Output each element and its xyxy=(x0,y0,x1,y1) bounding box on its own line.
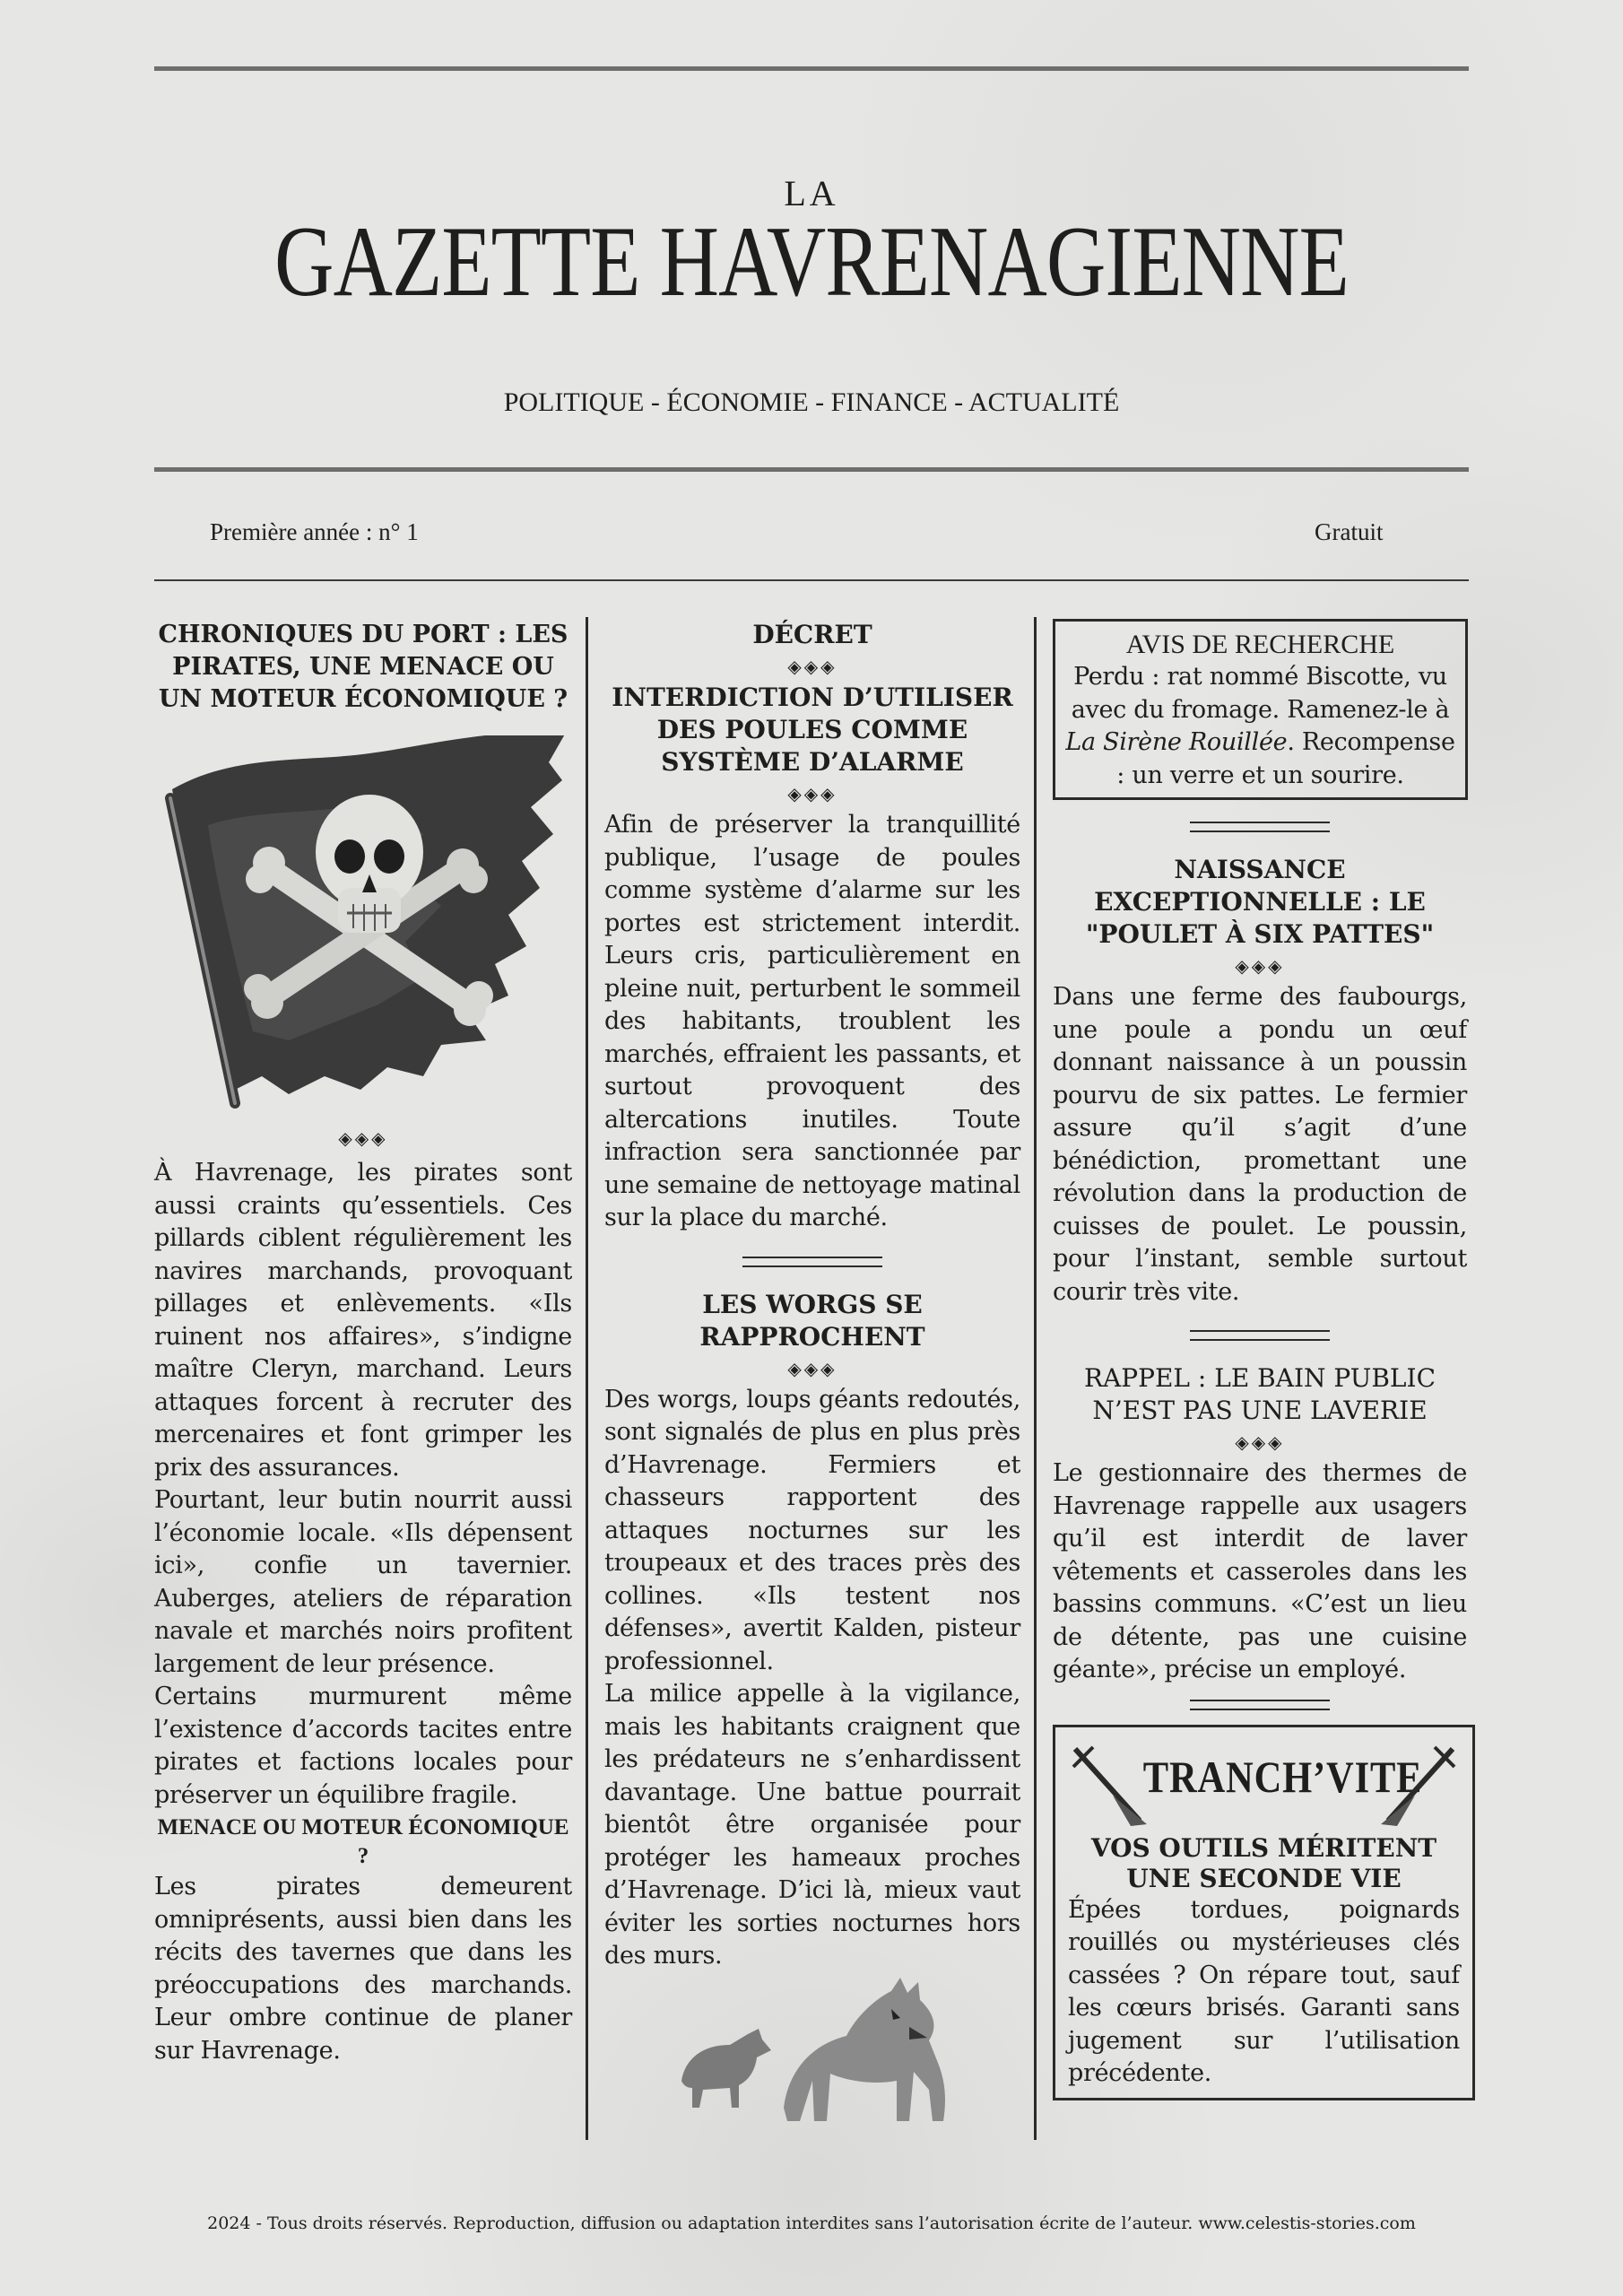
ornament: ◈◈◈ xyxy=(1235,1431,1285,1453)
bath-paragraph: Le gestionnaire des thermes de Havrenage rappelle aux usagers qu’il est interdit de laver vêtements et casseroles dans les bassins communs. «C’est un lieu de détente, pas une cuisine géante», précise un employé. xyxy=(1053,1459,1467,1683)
wanted-notice-text-2: . Recompense : un verre et un sourire. xyxy=(1116,728,1455,789)
pirates-subheadline: MENACE OU MOTEUR ÉCONOMIQUE ? xyxy=(157,1815,569,1868)
copyright-footer: 2024 - Tous droits réservés. Reproduction, diffusion ou adaptation interdites sans l’autorisation écrite de l’auteur. www.celestis-stories.com xyxy=(207,2213,1416,2233)
pirates-paragraph-3: Certains murmurent même l’existence d’accords tacites entre pirates et factions locales pour préserver un équilibre fragile. xyxy=(154,1683,572,1809)
tranchvite-ad-box xyxy=(1053,1725,1475,2100)
ad-text: Épées tordues, poignards rouillés ou mystérieuses clés cassées ? On répare tout, sauf les cœurs brisés. Garanti sans jugement sur l’utilisation précédente. xyxy=(1068,1895,1460,2087)
ornament: ◈◈◈ xyxy=(1235,955,1285,977)
ornament: ◈◈◈ xyxy=(787,1357,838,1379)
column-divider-1 xyxy=(586,617,588,2140)
top-rule xyxy=(154,66,1469,71)
section-separator xyxy=(1190,822,1330,832)
section-separator xyxy=(1190,1700,1330,1710)
ad-tagline: VOS OUTILS MÉRITENT UNE SECONDE VIE xyxy=(1090,1832,1437,1893)
worgs-headline: LES WORGS SE RAPPROCHENT xyxy=(699,1289,925,1352)
ornament: ◈◈◈ xyxy=(787,656,838,677)
worgs-paragraph-1: Des worgs, loups géants redoutés, sont signalés de plus en plus près d’Havrenage. Fermiers et chasseurs rapportent des attaques nocturnes sur les troupeaux et des traces près des collines. «Ils testent nos défenses», avertit Kalden, pisteur professionnel. xyxy=(604,1385,1020,1675)
chicken-paragraph: Dans une ferme des faubourgs, une poule a pondu un œuf donnant naissance à un poussin pourvu de six pattes. Le fermier assure qu’il s’agit d’une bénédiction, promettant une révolution dans la production de cuisses de poulet. Le poussin, pour l’instant, semble surtout courir très vite. xyxy=(1053,983,1467,1306)
worgs-paragraph-2: La milice appelle à la vigilance, mais les habitants craignent que les prédateurs ne s’enhardissent davantage. Une battue pourrait bientôt être organisée pour protéger les hameaux proches d’Havrenage. D’ici là, mieux vaut éviter les sorties nocturnes hors des murs. xyxy=(604,1680,1020,1970)
bath-headline: RAPPEL : LE BAIN PUBLIC N’EST PAS UNE LAVERIE xyxy=(1083,1363,1436,1425)
wanted-notice-text-1: Perdu : rat nommé Biscotte, vu avec du fromage. Ramenez-le à xyxy=(1071,663,1450,724)
pirates-paragraph-2: Pourtant, leur butin nourrit aussi l’économie locale. «Ils dépensent ici», confie un tavernier. Auberges, ateliers de réparation navale et marchés noirs profitent largement de leur présence. xyxy=(154,1486,572,1678)
sword-right-icon xyxy=(1374,1742,1460,1831)
masthead-subtitle: POLITIQUE - ÉCONOMIE - FINANCE - ACTUALITÉ xyxy=(503,387,1120,417)
sword-left-icon xyxy=(1068,1742,1154,1831)
issue-number: Première année : n° 1 xyxy=(210,518,419,545)
ad-brand: TRANCH’VITE xyxy=(1142,1751,1423,1802)
wanted-notice-text xyxy=(1064,661,1456,792)
decree-paragraph: Afin de préserver la tranquillité publique, l’usage de poules comme système d’alarme sur les portes est strictement interdit. Leurs cris, particulièrement en pleine nuit, perturbent le sommeil des habitants, troublent les marchés, effraient les passants, et surtout provoquent des altercations inutiles. Toute infraction sera sanctionnée par une semaine de nettoyage matinal sur la place du marché. xyxy=(604,811,1020,1231)
ad-header xyxy=(1068,1742,1460,1828)
section-separator xyxy=(742,1257,882,1267)
masthead-la: LA xyxy=(784,173,839,213)
skull-crossbones-flag-icon xyxy=(154,735,572,1121)
pirates-paragraph-4: Les pirates demeurent omniprésents, aussi bien dans les récits des tavernes que dans les préoccupations des marchands. Leur ombre continue de planer sur Havrenage. xyxy=(154,1873,572,2065)
ornament: ◈◈◈ xyxy=(338,1127,388,1149)
pirates-paragraph-1: À Havrenage, les pirates sont aussi craints qu’essentiels. Ces pillards ciblent régulièrement les navires marchands, provoquant pillages et enlèvements. «Ils ruinent nos affaires», s’indigne maître Cleryn, marchand. Leurs attaques forcent à recruter des mercenaires et font grimper les prix des assurances. xyxy=(154,1159,572,1482)
decree-headline: INTERDICTION D’UTILISER DES POULES COMME SYSTÈME D’ALARME xyxy=(612,683,1013,777)
column-3 xyxy=(1053,619,1467,2100)
worgs-illustration-icon xyxy=(604,1973,1020,2126)
wanted-notice-title: AVIS DE RECHERCHE xyxy=(1125,630,1395,659)
section-separator xyxy=(1190,1330,1330,1341)
pirates-headline: CHRONIQUES DU PORT : LES PIRATES, UNE MENACE OU UN MOTEUR ÉCONOMIQUE ? xyxy=(158,621,568,713)
masthead-bottom-rule xyxy=(154,467,1469,472)
column-divider-2 xyxy=(1034,617,1037,2140)
chicken-headline: NAISSANCE EXCEPTIONNELLE : LE "POULET À SIX PATTES" xyxy=(1085,855,1435,949)
price-label: Gratuit xyxy=(1315,518,1384,545)
wanted-notice-tavern: La Sirène Rouillée xyxy=(1065,728,1288,756)
column-1 xyxy=(154,619,572,2067)
decree-kicker: DÉCRET xyxy=(752,620,872,649)
ornament: ◈◈◈ xyxy=(787,783,838,804)
column-2 xyxy=(604,619,1020,2126)
wanted-notice-box xyxy=(1053,619,1468,800)
masthead-title: GAZETTE HAVRENAGIENNE xyxy=(274,206,1349,317)
dateline-rule xyxy=(154,579,1469,581)
